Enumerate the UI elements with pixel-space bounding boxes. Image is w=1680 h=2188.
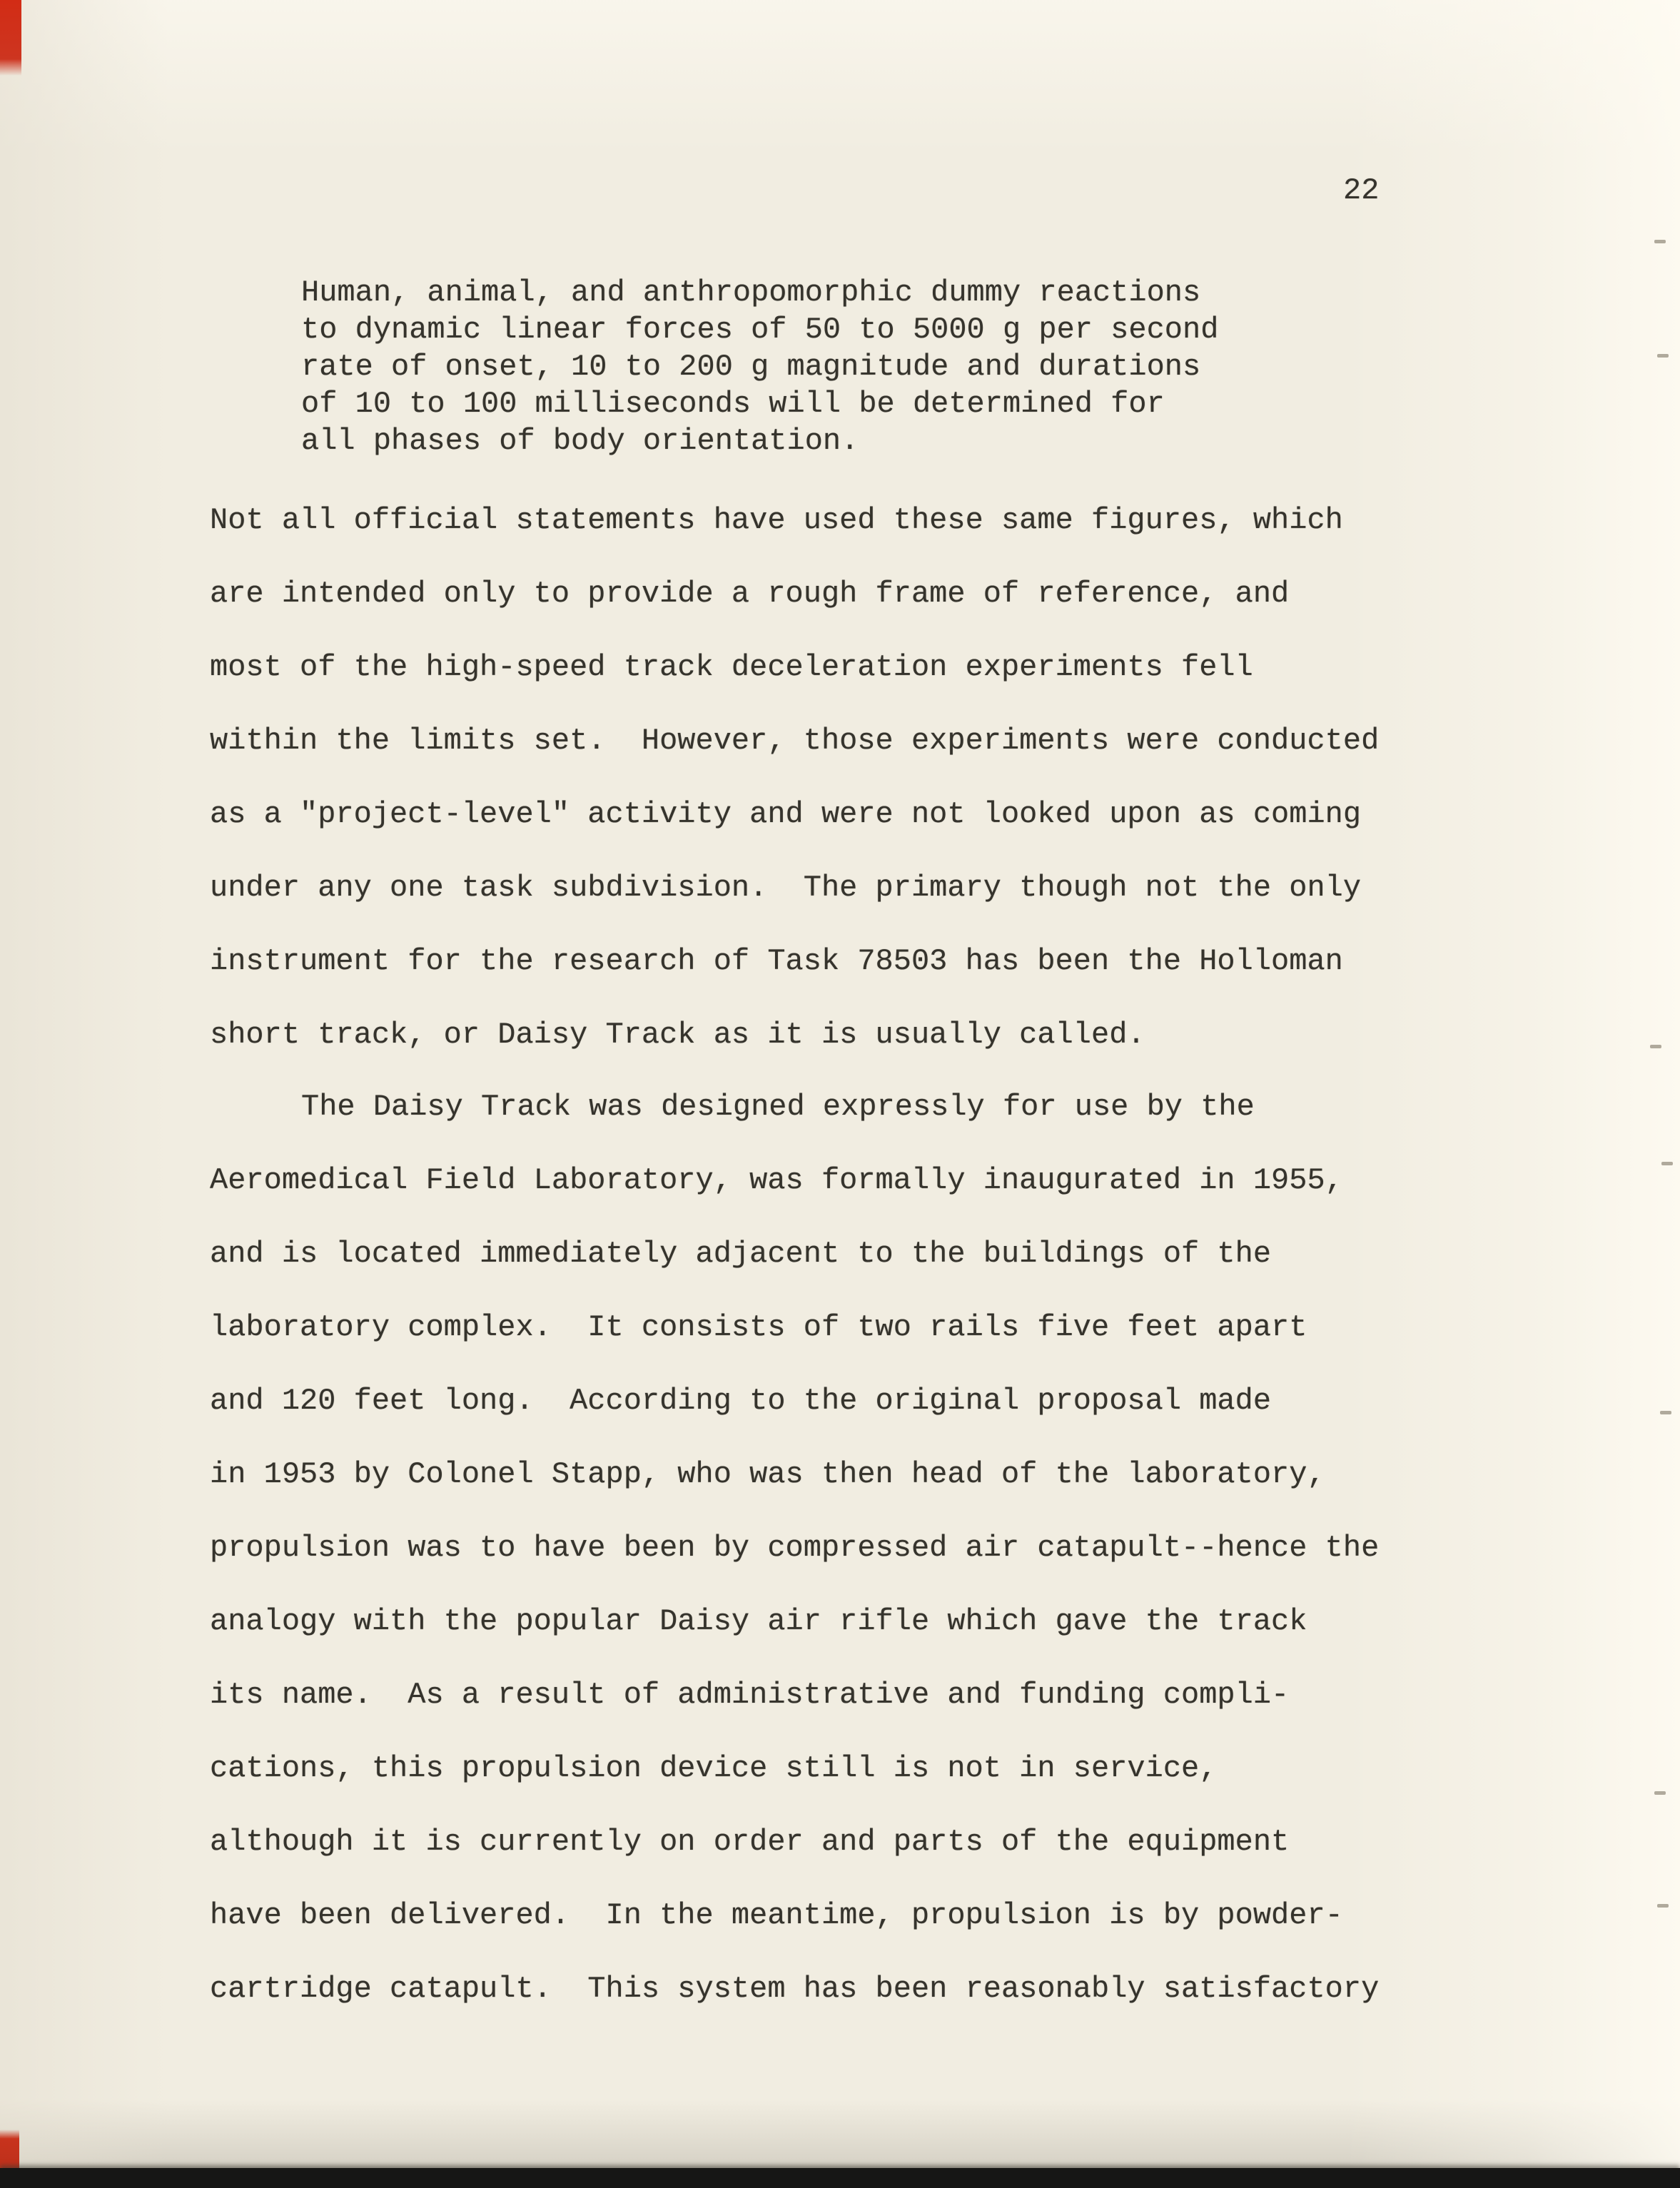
text-line: instrument for the research of Task 78503 has been the Holloman [210,944,1343,978]
page-number: 22 [1343,173,1380,208]
pencil-tick-mark [1661,1162,1673,1165]
text-line: Aeromedical Field Laboratory, was formally inaugurated in 1955, [210,1163,1343,1197]
text-line: short track, or Daisy Track as it is usually called. [210,1018,1145,1052]
scan-edge-strip [0,2168,1680,2188]
text-line: propulsion was to have been by compressed air catapult--hence the [210,1531,1380,1565]
text-line: laboratory complex. It consists of two rails five feet apart [210,1310,1307,1344]
pencil-tick-mark [1660,1411,1671,1414]
text-line: cartridge catapult. This system has been reasonably satisfactory [210,1972,1380,2006]
text-line: in 1953 by Colonel Stapp, who was then head of the laboratory, [210,1457,1325,1491]
pencil-tick-mark [1654,240,1666,243]
pencil-tick-mark [1654,1791,1666,1795]
pencil-tick-mark [1650,1045,1661,1048]
text-line: analogy with the popular Daisy air rifle which gave the track [210,1604,1307,1639]
text-line: although it is currently on order and parts of the equipment [210,1825,1290,1859]
paragraph-2 [210,1070,1379,2026]
text-line: to dynamic linear forces of 50 to 5000 g per second [301,313,1219,347]
text-line: within the limits set. However, those experiments were conducted [210,724,1380,758]
text-line: are intended only to provide a rough frame of reference, and [210,577,1290,611]
text-line: cations, this propulsion device still is not in service, [210,1751,1218,1786]
text-line: most of the high-speed track deceleration experiments fell [210,650,1253,684]
text-line: of 10 to 100 milliseconds will be determined for [301,387,1165,421]
pencil-tick-mark [1657,1904,1669,1908]
text-line: and is located immediately adjacent to the buildings of the [210,1237,1272,1271]
text-line: its name. As a result of administrative and funding compli- [210,1678,1290,1712]
text-line: all phases of body orientation. [301,424,859,458]
text-line: rate of onset, 10 to 200 g magnitude and durations [301,350,1201,384]
pencil-tick-mark [1657,354,1669,358]
text-line: under any one task subdivision. The primary though not the only [210,871,1362,905]
text-line: Human, animal, and anthropomorphic dummy reactions [301,275,1201,310]
paragraph-1 [210,484,1379,1072]
red-edge-mark-top [0,0,21,76]
text-line: as a "project-level" activity and were not looked upon as coming [210,797,1362,831]
text-line: and 120 feet long. According to the original proposal made [210,1384,1272,1418]
text-line: Not all official statements have used these same figures, which [210,503,1343,537]
text-line: have been delivered. In the meantime, propulsion is by powder- [210,1898,1343,1933]
text-line: The Daisy Track was designed expressly for use by the [301,1090,1255,1124]
block-quote [301,274,1218,460]
